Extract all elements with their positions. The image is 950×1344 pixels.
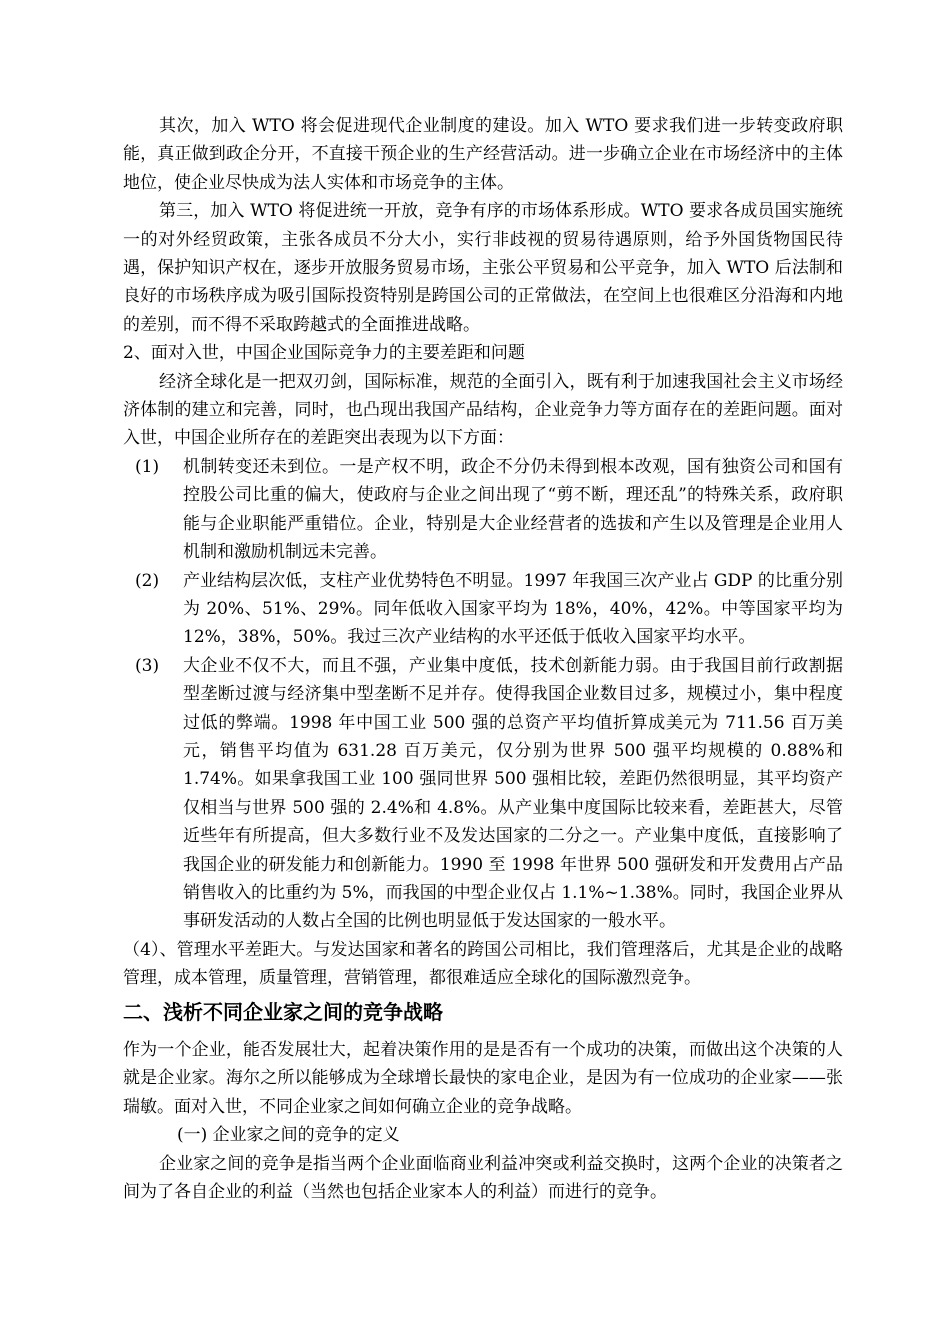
- list-item-text: 产业结构层次低，支柱产业优势特色不明显。1997 年我国三次产业占 GDP 的比重分别为 20%、51%、29%。同年低收入国家平均为 18%，40%，42%。中等国家平均为 12%，38%，50%。我过三次产业结构的水平还低于低收入国家平均水平。: [183, 570, 843, 648]
- body-text-bottom: [123, 996, 843, 1206]
- list-item-text: 大企业不仅不大，而且不强，产业集中度低，技术创新能力弱。由于我国目前行政割据型垄断过渡与经济集中型垄断不足并存。使得我国企业数目过多，规模过小，集中程度过低的弊端。1998 年中国工业 500 强的总资产平均值折算成美元为 711.56 百万美元，销售平均值为 631.28 百万美元，仅分别为世界 500 强平均规模的 0.88%和 1.74%。如果拿我国工业 100 强同世界 500 强相比较，差距仍然很明显，其平均资产仅相当与世界 500 强的 2.4%和 4.8%。从产业集中度国际比较来看，差距甚大，尽管近些年有所提高，但大多数行业不及发达国家的二分之一。产业集中度低，直接影响了我国企业的研发能力和创新能力。1990 至 1998 年世界 500 强研发和开发费用占产品销售收入的比重约为 5%，而我国的中型企业仅占 1.1%~1.38%。同时，我国企业界从事研发活动的人数占全国的比例也明显低于发达国家的一般水平。: [183, 655, 843, 932]
- list-number: (2): [135, 570, 160, 591]
- paragraph-globalization: 经济全球化是一把双刃剑，国际标准，规范的全面引入，既有利于加速我国社会主义市场经济体制的建立和完善，同时，也凸现出我国产品结构，企业竞争力等方面存在的差距问题。面对入世，中国企业所存在的差距突出表现为以下方面：: [123, 371, 843, 449]
- list-item-3: [123, 652, 843, 936]
- paragraph-wto-market-system: 第三，加入 WTO 将促进统一开放，竞争有序的市场体系形成。WTO 要求各成员国实施统一的对外经贸政策，主张各成员不分大小，实行非歧视的贸易待遇原则，给予外国货物国民待遇，保护知识产权在，逐步开放服务贸易市场，主张公平贸易和公平竞争，加入 WTO 后法制和良好的市场秩序成为吸引国际投资特别是跨国公司的正常做法，在空间上也很难区分沿海和内地的差别，而不得不采取跨越式的全面推进战略。: [123, 201, 843, 335]
- paragraph-item-4: （4）、管理水平差距大。与发达国家和著名的跨国公司相比，我们管理落后，尤其是企业的战略管理，成本管理，质量管理，营销管理，都很难适应全球化的国际激烈竞争。: [123, 939, 843, 989]
- list-item-2: [123, 567, 843, 652]
- section-heading: 二、浅析不同企业家之间的竞争战略: [123, 1000, 443, 1024]
- body-text-top: [123, 112, 843, 993]
- paragraph-definition: 企业家之间的竞争是指当两个企业面临商业利益冲突或利益交换时，这两个企业的决策者之间为了各自企业的利益（当然也包括企业家本人的利益）而进行的竞争。: [123, 1153, 843, 1203]
- paragraph-wto-enterprise-system: 其次，加入 WTO 将会促进现代企业制度的建设。加入 WTO 要求我们进一步转变政府职能，真正做到政企分开，不直接干预企业的生产经营活动。进一步确立企业在市场经济中的主体地位，使企业尽快成为法人实体和市场竞争的主体。: [123, 116, 843, 193]
- paragraph-entrepreneur: 作为一个企业，能否发展壮大，起着决策作用的是是否有一个成功的决策，而做出这个决策的人就是企业家。海尔之所以能够成为全球增长最快的家电企业，是因为有一位成功的企业家——张瑞敏。面对入世，不同企业家之间如何确立企业的竞争战略。: [123, 1040, 843, 1117]
- list-item-1: [123, 453, 843, 567]
- section-title-gaps: 2、面对入世，中国企业国际竞争力的主要差距和问题: [123, 343, 525, 364]
- subheading-definition: (一) 企业家之间的竞争的定义: [177, 1125, 400, 1146]
- list-number: (3): [135, 655, 160, 676]
- list-number: (1): [135, 456, 160, 477]
- list-item-text: 机制转变还未到位。一是产权不明，政企不分仍未得到根本改观，国有独资公司和国有控股公司比重的偏大，使政府与企业之间出现了“剪不断，理还乱”的特殊关系，政府职能与企业职能严重错位。企业，特别是大企业经营者的选拔和产生以及管理是企业用人机制和激励机制远未完善。: [183, 456, 843, 563]
